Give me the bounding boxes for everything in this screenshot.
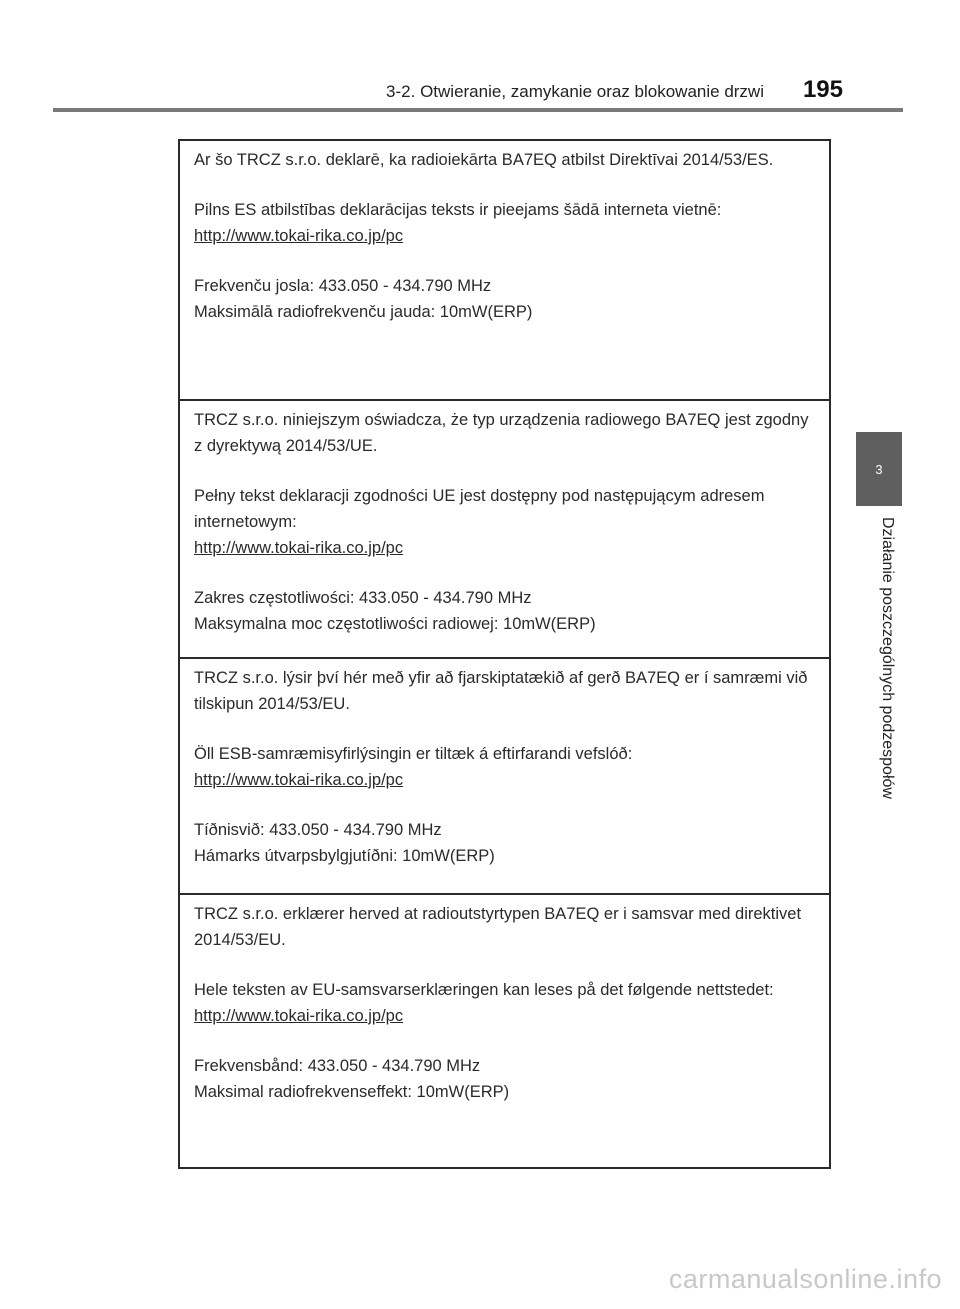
declaration-url-link[interactable]: http://www.tokai-rika.co.jp/pc bbox=[194, 539, 404, 557]
frequency-band: Frekvensbånd: 433.050 - 434.790 MHz bbox=[194, 1057, 481, 1075]
full-text-notice: Pilns ES atbilstības deklarācijas teksts ir pieejams šādā interneta vietnē: http://www.tokai-rika.co.jp/pc bbox=[194, 197, 815, 249]
frequency-band: Tíðnisvið: 433.050 - 434.790 MHz bbox=[194, 821, 442, 839]
page-number: 195 bbox=[802, 76, 843, 103]
chapter-tab bbox=[856, 432, 902, 506]
declaration-url-link[interactable]: http://www.tokai-rika.co.jp/pc bbox=[194, 771, 404, 789]
full-text-notice: Pełny tekst deklaracji zgodności UE jest dostępny pod następującym adresem internetowym: http://www.tokai-rika.co.jp/pc bbox=[194, 483, 815, 561]
declaration-section-latvian bbox=[180, 141, 829, 401]
declaration-text: TRCZ s.r.o. erklærer herved at radioutstyrtypen BA7EQ er i samsvar med direktivet 2014/53/EU. bbox=[194, 905, 802, 949]
chapter-side-label: Działanie poszczególnych podzespołów bbox=[879, 517, 896, 799]
full-text-notice: Öll ESB-samræmisyfirlýsingin er tiltæk á eftirfarandi vefslóð: http://www.tokai-rika.co.jp/pc bbox=[194, 741, 815, 793]
radio-specs bbox=[194, 817, 815, 869]
site-watermark: carmanualsonline.info bbox=[668, 1264, 942, 1294]
declaration-section-icelandic bbox=[180, 659, 829, 895]
declaration-text: TRCZ s.r.o. niniejszym oświadcza, że typ urządzenia radiowego BA7EQ jest zgodny z dyrektywą 2014/53/UE. bbox=[194, 411, 809, 455]
max-power: Hámarks útvarpsbylgjutíðni: 10mW(ERP) bbox=[194, 847, 495, 865]
frequency-band: Frekvenču josla: 433.050 - 434.790 MHz bbox=[194, 277, 492, 295]
full-text-notice: Hele teksten av EU-samsvarserklæringen kan leses på det følgende nettstedet: http://www.tokai-rika.co.jp/pc bbox=[194, 977, 815, 1029]
declaration-url-link[interactable]: http://www.tokai-rika.co.jp/pc bbox=[194, 227, 404, 245]
max-power: Maksymalna moc częstotliwości radiowej: 10mW(ERP) bbox=[194, 615, 596, 633]
declaration-text: TRCZ s.r.o. lýsir því hér með yfir að fjarskiptatækið af gerð BA7EQ er í samræmi við tilskipun 2014/53/EU. bbox=[194, 669, 808, 713]
page-header bbox=[0, 72, 960, 112]
declaration-section-norwegian bbox=[180, 895, 829, 1167]
radio-specs bbox=[194, 273, 815, 325]
max-power: Maksimal radiofrekvenseffekt: 10mW(ERP) bbox=[194, 1083, 510, 1101]
declaration-text: Ar šo TRCZ s.r.o. deklarē, ka radioiekārta BA7EQ atbilst Direktīvai 2014/53/ES. bbox=[194, 151, 774, 169]
declaration-section-polish bbox=[180, 401, 829, 659]
radio-specs bbox=[194, 585, 815, 637]
radio-specs bbox=[194, 1053, 815, 1105]
declaration-url-link[interactable]: http://www.tokai-rika.co.jp/pc bbox=[194, 1007, 404, 1025]
chapter-title: 3-2. Otwieranie, zamykanie oraz blokowanie drzwi bbox=[386, 82, 764, 101]
header-divider bbox=[53, 108, 903, 112]
max-power: Maksimālā radiofrekvenču jauda: 10mW(ERP) bbox=[194, 303, 533, 321]
chapter-number: 3 bbox=[875, 461, 883, 477]
frequency-band: Zakres częstotliwości: 433.050 - 434.790 MHz bbox=[194, 589, 532, 607]
declaration-box bbox=[178, 139, 831, 1169]
